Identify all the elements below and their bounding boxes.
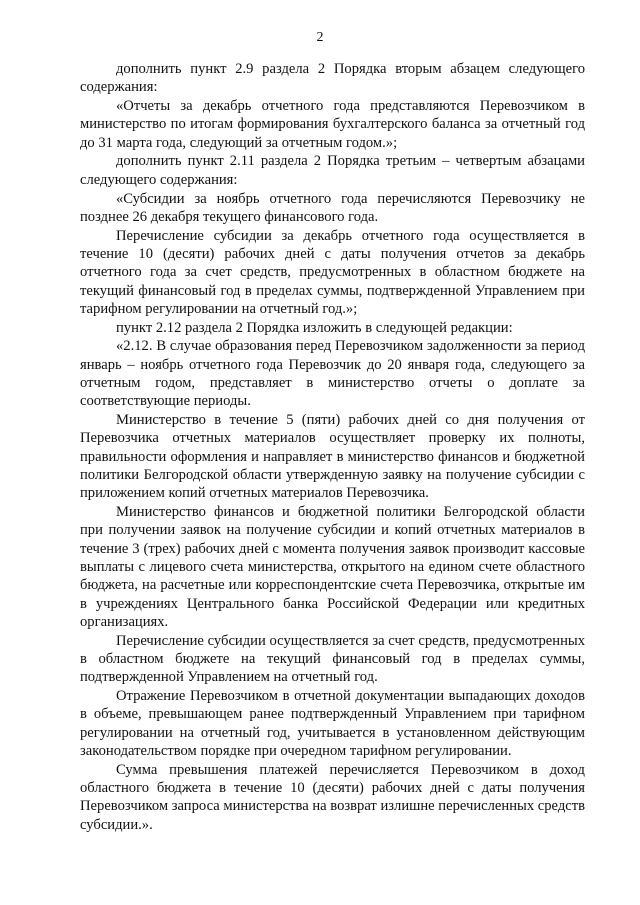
paragraph: Отражение Перевозчиком в отчетной документации выпадающих доходов в объеме, превышающем ранее подтвержденный Управлением при тарифном регулировании на отчетный год, учитывается в установленном действующим законодательством порядке при очередном тарифном регулировании. xyxy=(80,688,585,759)
paragraph: Сумма превышения платежей перечисляется Перевозчиком в доход областного бюджета в течение 10 (десяти) рабочих дней с даты получения Перевозчиком запроса министерства на возврат излишне перечисленных средств субсидии.». xyxy=(80,761,585,833)
paragraph: Министерство финансов и бюджетной политики Белгородской области при получении заявок на получение субсидии и копий отчетных материалов в течение 3 (трех) рабочих дней с момента получения заявок производит кассовые выплаты с лицевого счета министерства, открытого на едином счете областного бюджета, на расчетные или корреспондентские счета Перевозчика, открытые им в учреждениях Центрального банка Российской Федерации или кредитных организациях. xyxy=(80,504,585,630)
paragraph: Перечисление субсидии осуществляется за счет средств, предусмотренных в областном бюджете на текущий финансовый год в пределах суммы, подтвержденной Управлением на отчетный год. xyxy=(80,632,585,686)
paragraph: пункт 2.12 раздела 2 Порядка изложить в следующей редакции: xyxy=(116,319,513,336)
paragraph: Перечисление субсидии за декабрь отчетного года осуществляется в течение 10 (десяти) рабочих дней с даты получения отчетов за декабрь отчетного года за счет средств, предусмотренных в областном бюджете на текущий финансовый год в пределах суммы, подтвержденной Управлением при тарифном регулировании на отчетный год.»; xyxy=(80,227,585,317)
paragraph: «2.12. В случае образования перед Перевозчиком задолженности за период январь – ноябрь отчетного года Перевозчик до 20 января года, следующего за отчетным годом, представляет в министерство отчеты о доплате за соответствующие периоды. xyxy=(80,338,585,410)
document-body xyxy=(80,60,585,834)
page-number: 2 xyxy=(316,30,324,45)
paragraph: дополнить пункт 2.11 раздела 2 Порядка третьим – четвертым абзацами следующего содержания: xyxy=(80,153,585,188)
paragraph: «Отчеты за декабрь отчетного года представляются Перевозчиком в министерство по итогам формирования бухгалтерского баланса за отчетный год до 31 марта года, следующий за отчетным годом.»; xyxy=(80,98,585,151)
paragraph: «Субсидии за ноябрь отчетного года перечисляются Перевозчику не позднее 26 декабря текущего финансового года. xyxy=(80,190,585,225)
paragraph: Министерство в течение 5 (пяти) рабочих дней со дня получения от Перевозчика отчетных материалов осуществляет проверку их полноты, правильности оформления и направляет в министерство финансов и бюджетной политики Белгородской области утвержденную заявку на получение субсидии с приложением копий отчетных материалов Перевозчика. xyxy=(80,412,585,502)
paragraph: дополнить пункт 2.9 раздела 2 Порядка вторым абзацем следующего содержания: xyxy=(80,61,585,96)
